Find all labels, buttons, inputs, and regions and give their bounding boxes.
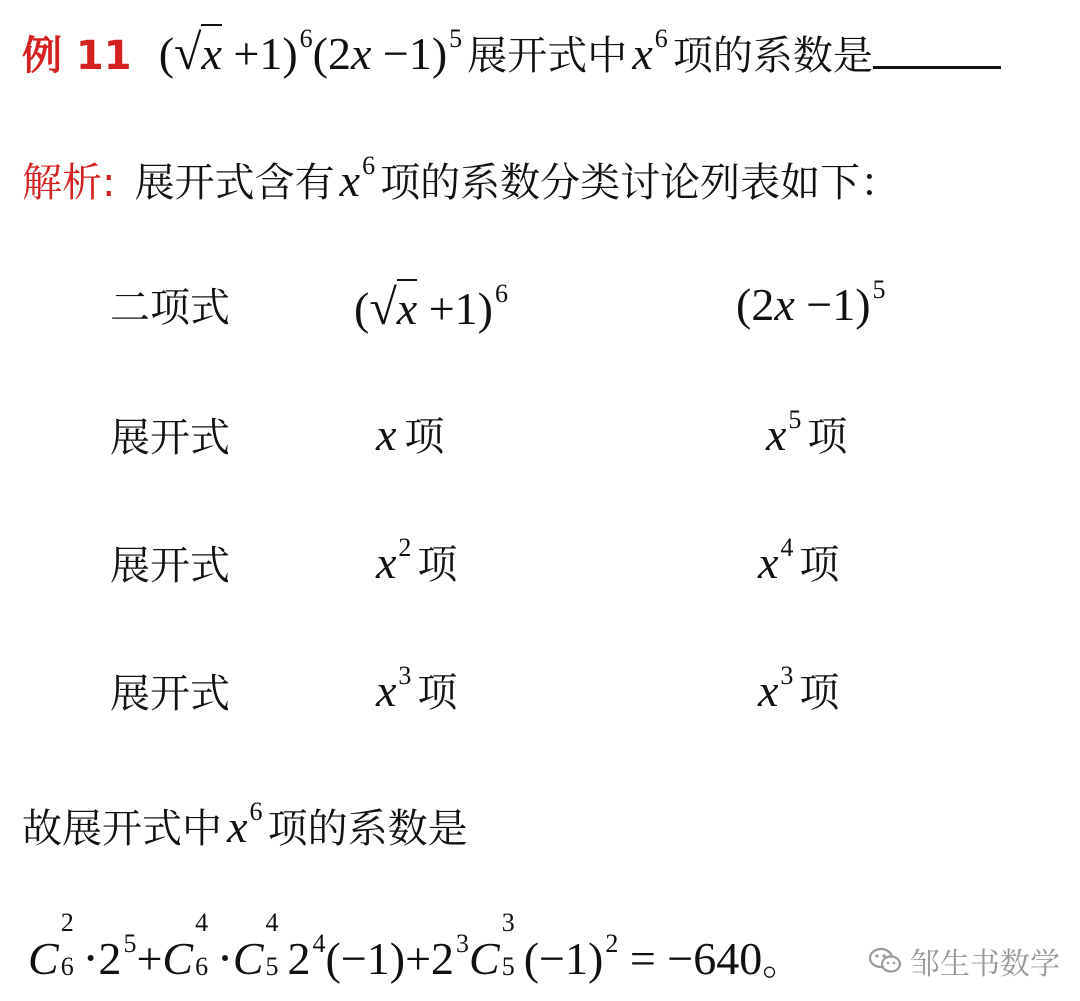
table-row-1-right: $x^5$ 项: [766, 405, 848, 460]
answer-blank: [873, 26, 1001, 69]
table-row-2-right: $x^4$ 项: [758, 533, 840, 588]
solution-label: 解析:: [22, 160, 116, 206]
solution-x6: $x^6$: [339, 151, 376, 206]
final-formula: C 2 6 $\cdot 2^5+C$ 4 6 ⋅C 4 5 $2^4(-1)+2^3C$ 3 5 $(-1)^2 = -640$。: [28, 908, 803, 984]
table-row-2-left: $x^2$ 项: [376, 533, 458, 588]
conclusion-text-2: 项的系数是: [267, 806, 468, 852]
table-header-left: $(√x +1)^6$: [354, 279, 508, 335]
problem-x6: $x^6$: [632, 24, 668, 79]
solution-intro-1: 展开式含有: [134, 160, 335, 206]
problem-text-2: 项的系数是: [672, 33, 873, 79]
table-row-label: 展开式: [110, 671, 230, 717]
table-row-1-left: x 项: [376, 409, 445, 460]
problem-text: 展开式中: [467, 33, 628, 79]
wechat-icon: [868, 947, 902, 975]
final-period: 。: [762, 938, 803, 984]
watermark-text: 邹生书数学: [910, 947, 1060, 982]
table-row-3-left: $x^3$ 项: [376, 661, 458, 716]
conclusion-text-1: 故展开式中: [22, 806, 222, 852]
table-row-3-right: $x^3$ 项: [758, 661, 840, 716]
solution-line: [22, 151, 901, 206]
solution-intro-2: 项的系数分类讨论列表如下：: [380, 160, 901, 206]
problem-expression: $(√x +1)^6(2x -1)^5$: [158, 24, 463, 80]
final-result: −640: [667, 933, 763, 984]
table-header-right: $(2x -1)^5$: [736, 275, 886, 330]
conclusion-x6: $x^6$: [227, 797, 263, 852]
table-header-label: 二项式: [110, 285, 230, 331]
watermark: [868, 939, 1060, 983]
table-row-label: 展开式: [110, 543, 230, 589]
problem-label: 例 11: [22, 33, 132, 79]
conclusion-line: [22, 797, 468, 852]
table-row-label: 展开式: [110, 415, 230, 461]
problem-line: [22, 24, 1001, 80]
